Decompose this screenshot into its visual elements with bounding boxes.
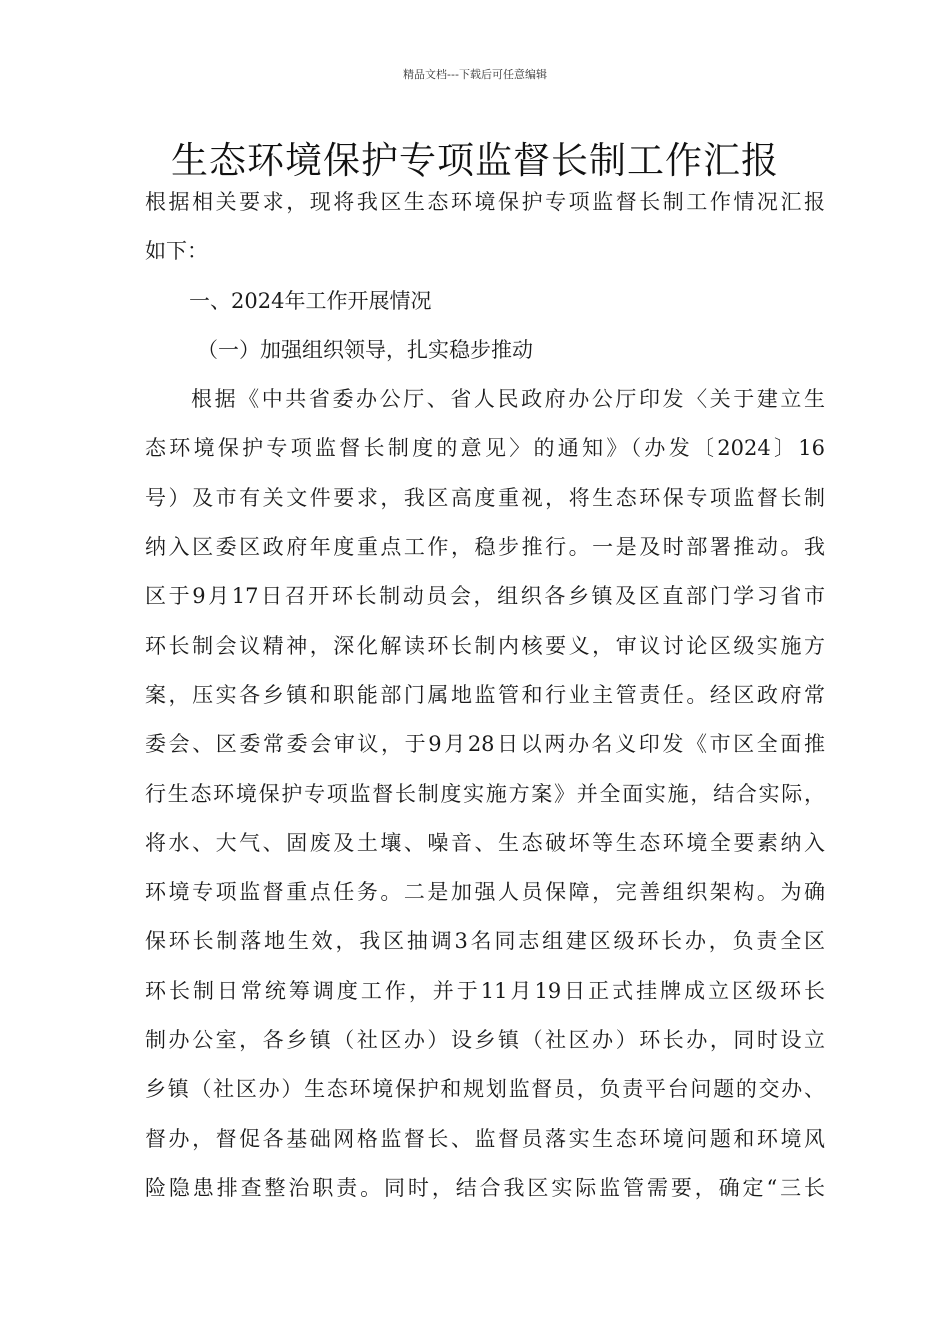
body-line: 环境专项监督重点任务。二是加强人员保障，完善组织架构。为确 [145, 880, 825, 905]
body-line: 如下： [145, 239, 208, 264]
body-line: 乡镇（社区办）生态环境保护和规划监督员，负责平台问题的交办、 [145, 1077, 825, 1102]
body-line: 将水、大气、固废及土壤、噪音、生态破坏等生态环境全要素纳入 [145, 830, 825, 855]
document-body [145, 178, 825, 1213]
body-line: 根据相关要求，现将我区生态环境保护专项监督长制工作情况汇报 [145, 190, 825, 214]
body-line: 根据《中共省委办公厅、省人民政府办公厅印发〈关于建立生 [191, 387, 825, 412]
body-line: 纳入区委区政府年度重点工作，稳步推行。一是及时部署推动。我 [145, 535, 825, 560]
body-line: 制办公室，各乡镇（社区办）设乡镇（社区办）环长办，同时设立 [145, 1028, 825, 1053]
body-line: 行生态环境保护专项监督长制度实施方案》并全面实施，结合实际， [145, 781, 825, 806]
section-heading: 一、2024年工作开展情况 [189, 288, 432, 313]
body-line: 环长制会议精神，深化解读环长制内核要义，审议讨论区级实施方 [145, 633, 825, 658]
document-title: 生态环境保护专项监督长制工作汇报 [171, 139, 779, 182]
subsection-heading: （一）加强组织领导，扎实稳步推动 [197, 337, 533, 362]
body-line: 督办，督促各基础网格监督长、监督员落实生态环境问题和环境风 [145, 1126, 825, 1151]
body-line: 区于9月17日召开环长制动员会，组织各乡镇及区直部门学习省市 [145, 584, 825, 609]
body-line: 保环长制落地生效，我区抽调3名同志组建区级环长办，负责全区 [145, 929, 825, 954]
body-line: 案，压实各乡镇和职能部门属地监管和行业主管责任。经区政府常 [145, 682, 825, 707]
body-line: 险隐患排查整治职责。同时，结合我区实际监管需要，确定“三长 [145, 1175, 825, 1200]
body-line: 委会、区委常委会审议，于9月28日以两办名义印发《市区全面推 [145, 732, 825, 757]
body-line: 态环境保护专项监督长制度的意见〉的通知》（办发〔2024〕16 [145, 436, 825, 461]
body-line: 环长制日常统筹调度工作，并于11月19日正式挂牌成立区级环长 [145, 978, 825, 1003]
body-line: 号）及市有关文件要求，我区高度重视，将生态环保专项监督长制 [145, 485, 825, 510]
header-note: 精品文档---下载后可任意编辑 [403, 68, 547, 81]
